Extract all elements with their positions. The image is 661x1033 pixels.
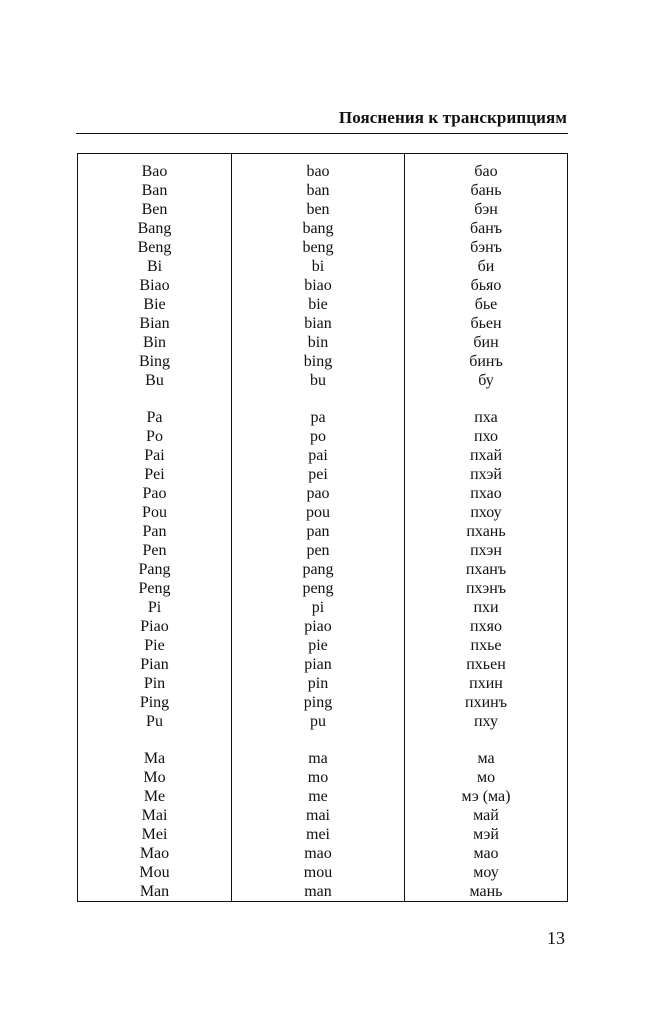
pinyin-cell: ma — [308, 750, 328, 767]
russian-cell: пхань — [466, 523, 506, 540]
syllable-cell: Ben — [141, 201, 168, 218]
russian-cell: мэ (ма) — [461, 788, 511, 805]
russian-cell: банъ — [469, 220, 503, 237]
syllable-cell: Piao — [140, 618, 169, 635]
syllable-cell: Pai — [144, 447, 165, 464]
russian-cell: пхай — [469, 447, 502, 464]
pinyin-cell: bang — [302, 220, 334, 237]
russian-cell: бьяо — [470, 277, 502, 294]
syllable-cell: Me — [143, 788, 166, 805]
row-group — [405, 749, 567, 901]
russian-cell: пхяо — [470, 618, 502, 635]
pinyin-cell: pen — [306, 542, 330, 559]
russian-cell: пхинъ — [465, 694, 507, 711]
syllable-cell: Po — [146, 428, 163, 445]
pinyin-cell: mo — [307, 769, 329, 786]
pinyin-cell: biao — [304, 277, 332, 294]
syllable-cell: Ping — [139, 694, 170, 711]
russian-cell: бьен — [470, 315, 502, 332]
russian-cell: пху — [474, 713, 498, 730]
syllable-cell: Mai — [141, 807, 168, 824]
russian-cell: моу — [473, 864, 499, 881]
column-syllable — [78, 154, 232, 901]
syllable-cell: Man — [139, 883, 170, 900]
pinyin-cell: pang — [302, 561, 334, 578]
syllable-cell: Pang — [138, 561, 171, 578]
syllable-cell: Pi — [147, 599, 162, 616]
pinyin-cell: pi — [311, 599, 325, 616]
pinyin-cell: bie — [308, 296, 328, 313]
pinyin-cell: pian — [304, 656, 332, 673]
syllable-cell: Bin — [142, 334, 167, 351]
russian-cell: мао — [473, 845, 499, 862]
syllable-cell: Beng — [137, 239, 172, 256]
row-group — [78, 408, 231, 731]
syllable-cell: Pu — [146, 713, 163, 730]
syllable-cell: Mo — [143, 769, 166, 786]
russian-cell: май — [473, 807, 499, 824]
russian-cell: бань — [470, 182, 502, 199]
pinyin-cell: pei — [308, 466, 328, 483]
column-russian — [405, 154, 567, 901]
pinyin-cell: beng — [302, 239, 334, 256]
pinyin-cell: pan — [306, 523, 330, 540]
russian-cell: мань — [469, 883, 503, 900]
russian-cell: би — [477, 258, 495, 275]
row-group — [232, 408, 404, 731]
russian-cell: бу — [478, 372, 494, 389]
russian-cell: ма — [477, 750, 495, 767]
pinyin-cell: pou — [306, 504, 330, 521]
row-group — [78, 749, 231, 901]
syllable-cell: Mou — [139, 864, 170, 881]
pinyin-cell: pie — [308, 637, 328, 654]
column-pinyin — [232, 154, 405, 901]
page-header-title: Пояснения к транскрипциям — [338, 108, 567, 127]
syllable-cell: Ban — [141, 182, 168, 199]
russian-cell: бинъ — [469, 353, 503, 370]
pinyin-cell: ban — [306, 182, 330, 199]
russian-cell: бье — [474, 296, 498, 313]
syllable-cell: Pou — [142, 504, 167, 521]
syllable-cell: Pa — [146, 409, 163, 426]
row-group — [232, 162, 404, 390]
pinyin-cell: pai — [308, 447, 328, 464]
pinyin-cell: pin — [307, 675, 329, 692]
syllable-cell: Mei — [141, 826, 168, 843]
row-group — [78, 162, 231, 390]
russian-cell: пхоу — [470, 504, 502, 521]
syllable-cell: Pei — [144, 466, 165, 483]
syllable-cell: Bao — [141, 163, 168, 180]
pinyin-cell: pao — [306, 485, 330, 502]
syllable-cell: Bu — [145, 372, 164, 389]
pinyin-cell: bi — [311, 258, 325, 275]
russian-cell: бэн — [474, 201, 498, 218]
syllable-cell: Bian — [139, 315, 170, 332]
russian-cell: бао — [474, 163, 498, 180]
pinyin-cell: ping — [303, 694, 333, 711]
pinyin-cell: bian — [304, 315, 332, 332]
russian-cell: пха — [474, 409, 498, 426]
russian-cell: пхин — [469, 675, 503, 692]
russian-cell: пхао — [470, 485, 502, 502]
russian-cell: мэй — [473, 826, 499, 843]
syllable-cell: Pie — [144, 637, 165, 654]
pinyin-cell: mou — [303, 864, 333, 881]
pinyin-cell: pu — [310, 713, 326, 730]
syllable-cell: Peng — [138, 580, 171, 597]
syllable-cell: Mao — [139, 845, 170, 862]
pinyin-cell: bin — [307, 334, 329, 351]
header-rule — [76, 133, 568, 134]
russian-cell: пхэй — [470, 466, 502, 483]
russian-cell: пхэн — [470, 542, 502, 559]
pinyin-cell: bao — [306, 163, 330, 180]
russian-cell: бин — [473, 334, 499, 351]
syllable-cell: Pao — [142, 485, 167, 502]
russian-cell: пхэнъ — [465, 580, 507, 597]
row-group — [232, 749, 404, 901]
pinyin-cell: bing — [303, 353, 333, 370]
syllable-cell: Bie — [143, 296, 166, 313]
pinyin-cell: mei — [306, 826, 330, 843]
russian-cell: пхьен — [466, 656, 506, 673]
pinyin-cell: man — [304, 883, 332, 900]
syllable-cell: Pian — [140, 656, 169, 673]
syllable-cell: Bi — [146, 258, 163, 275]
transcription-table — [77, 153, 568, 902]
russian-cell: бэнъ — [470, 239, 502, 256]
russian-cell: пхо — [474, 428, 498, 445]
russian-cell: пхье — [470, 637, 502, 654]
pinyin-cell: pa — [310, 409, 326, 426]
russian-cell: пхи — [473, 599, 499, 616]
syllable-cell: Pen — [142, 542, 167, 559]
pinyin-cell: mao — [304, 845, 332, 862]
row-group — [405, 162, 567, 390]
pinyin-cell: piao — [304, 618, 332, 635]
syllable-cell: Ma — [143, 750, 166, 767]
russian-cell: пханъ — [465, 561, 507, 578]
syllable-cell: Pin — [143, 675, 166, 692]
row-group — [405, 408, 567, 731]
syllable-cell: Pan — [142, 523, 167, 540]
pinyin-cell: mai — [306, 807, 330, 824]
syllable-cell: Bing — [138, 353, 171, 370]
pinyin-cell: peng — [302, 580, 334, 597]
pinyin-cell: me — [308, 788, 328, 805]
syllable-cell: Bang — [137, 220, 172, 237]
pinyin-cell: bu — [310, 372, 326, 389]
pinyin-cell: po — [310, 428, 326, 445]
syllable-cell: Biao — [139, 277, 170, 294]
page-number: 13 — [547, 928, 565, 948]
russian-cell: мо — [476, 769, 496, 786]
pinyin-cell: ben — [306, 201, 330, 218]
